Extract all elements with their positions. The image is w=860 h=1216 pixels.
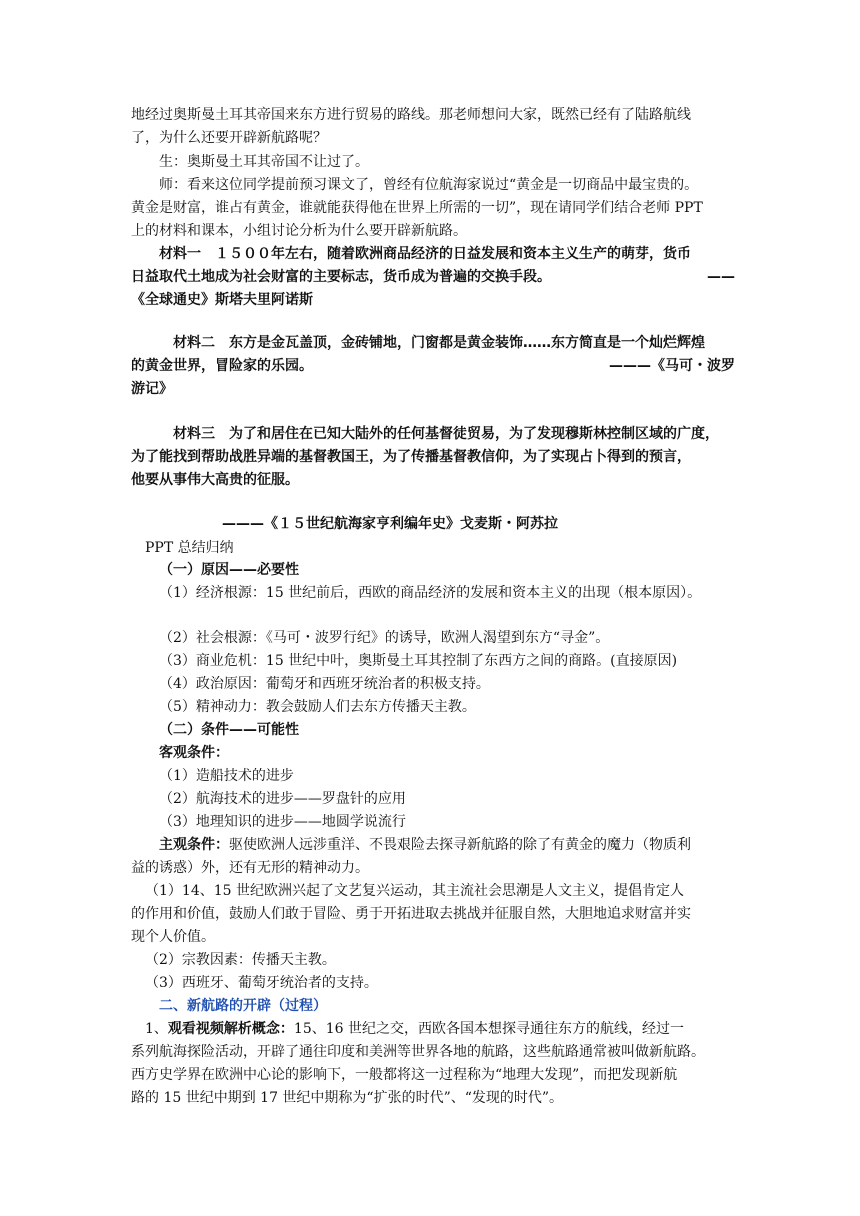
text-line: （1）造船技术的进步 [159, 768, 294, 784]
text-line [145, 1018, 735, 1040]
text-line: 上的材料和课本，小组讨论分析为什么要开辟新航路。 [131, 223, 467, 239]
section-heading: （二）条件——可能性 [159, 722, 299, 738]
ppt-summary-label: PPT 总结归纳 [145, 540, 234, 556]
text-span: 驱使欧洲人远涉重洋、不畏艰险去探寻新航路的除了有黄金的魔力（物质利 [229, 837, 691, 853]
text-line: 了，为什么还要开辟新航路呢？ [131, 130, 327, 146]
text-line: （3）西班牙、葡萄牙统治者的支持。 [145, 975, 378, 991]
text-line: 师：看来这位同学提前预习课文了，曾经有位航海家说过“黄金是一切商品中最宝贵的。 [131, 177, 699, 193]
text-line: 的作用和价值，鼓励人们敢于冒险、勇于开拓进取去挑战并征服自然，大胆地追求财富并实 [131, 906, 691, 922]
text-line: （4）政治原因：葡萄牙和西班牙统治者的积极支持。 [159, 676, 490, 692]
material-two: 材料二 东方是金瓦盖顶，金砖铺地，门窗都是黄金装饰……东方简直是一个灿烂辉煌 [131, 335, 705, 351]
text-line: （2）航海技术的进步——罗盘针的应用 [159, 791, 406, 807]
material-two-source: 游记》 [131, 381, 173, 397]
text-line: 现个人价值。 [131, 929, 215, 945]
subheading: 客观条件： [159, 745, 229, 761]
section-heading-blue: 二、新航路的开辟（过程） [159, 998, 327, 1014]
text-line: （2）社会根源：《马可・波罗行纪》的诱导，欧洲人渴望到东方“寻金”。 [159, 630, 610, 646]
material-three: 为了能找到帮助战胜异端的基督教国王，为了传播基督教信仰，为了实现占卜得到的预言， [131, 449, 691, 465]
text-line: 生：奥斯曼土耳其帝国不让过了。 [131, 154, 369, 170]
text-line: 益的诱惑）外，还有无形的精神动力。 [131, 860, 369, 876]
material-one-dash: —— [707, 269, 735, 285]
material-three: 材料三 为了和居住在已知大陆外的任何基督徒贸易，为了发现穆斯林控制区域的广度， [131, 426, 719, 442]
text-line: （2）宗教因素：传播天主教。 [145, 952, 336, 968]
text-line: 地经过奥斯曼土耳其帝国来东方进行贸易的路线。那老师想问大家，既然已经有了陆路航线 [131, 107, 691, 123]
section-heading: （一）原因——必要性 [159, 562, 299, 578]
text-line: 西方史学界在欧洲中心论的影响下，一般都将这一过程称为“地理大发现”，而把发现新航 [131, 1067, 678, 1083]
text-line: 黄金是财富，谁占有黄金，谁就能获得他在世界上所需的一切”，现在请同学们结合老师 PPT [131, 200, 703, 216]
text-span: 15、16 世纪之交，西欧各国本想探寻通往东方的航线，经过一 [293, 1021, 684, 1037]
text-line: （1）经济根源：15 世纪前后，西欧的商品经济的发展和资本主义的出现（根本原因）。 [159, 585, 702, 601]
text-line: （5）精神动力：教会鼓励人们去东方传播天主教。 [159, 699, 476, 715]
subheading: 主观条件： [159, 837, 229, 853]
material-one: 材料一 １５００年左右，随着欧洲商品经济的日益发展和资本主义生产的萌芽，货币 [131, 246, 691, 262]
material-two-source: ———《马可・波罗 [609, 358, 735, 374]
text-line: 系列航海探险活动，开辟了通往印度和美洲等世界各地的航路，这些航路通常被叫做新航路。 [131, 1044, 705, 1060]
text-line: （1）14、15 世纪欧洲兴起了文艺复兴运动，其主流社会思潮是人文主义，提倡肯定人 [145, 883, 684, 899]
text-span: 1、 [145, 1021, 168, 1037]
text-line [159, 834, 735, 856]
material-three: 他要从事伟大高贵的征服。 [131, 472, 299, 488]
text-line: 路的 15 世纪中期到 17 世纪中期称为“扩张的时代”、“发现的时代”。 [131, 1090, 564, 1106]
material-one-source: 《全球通史》斯塔夫里阿诺斯 [131, 292, 313, 308]
material-three-source: ———《１５世纪航海家亨利编年史》戈麦斯・阿苏拉 [222, 516, 558, 532]
material-one: 日益取代土地成为社会财富的主要标志，货币成为普遍的交换手段。 [131, 269, 551, 285]
text-line: （3）地理知识的进步——地圆学说流行 [159, 814, 406, 830]
subheading: 观看视频解析概念： [167, 1021, 294, 1037]
text-line: （3）商业危机：15 世纪中叶，奥斯曼土耳其控制了东西方之间的商路。(直接原因) [159, 653, 678, 669]
material-two: 的黄金世界，冒险家的乐园。 [131, 358, 313, 374]
